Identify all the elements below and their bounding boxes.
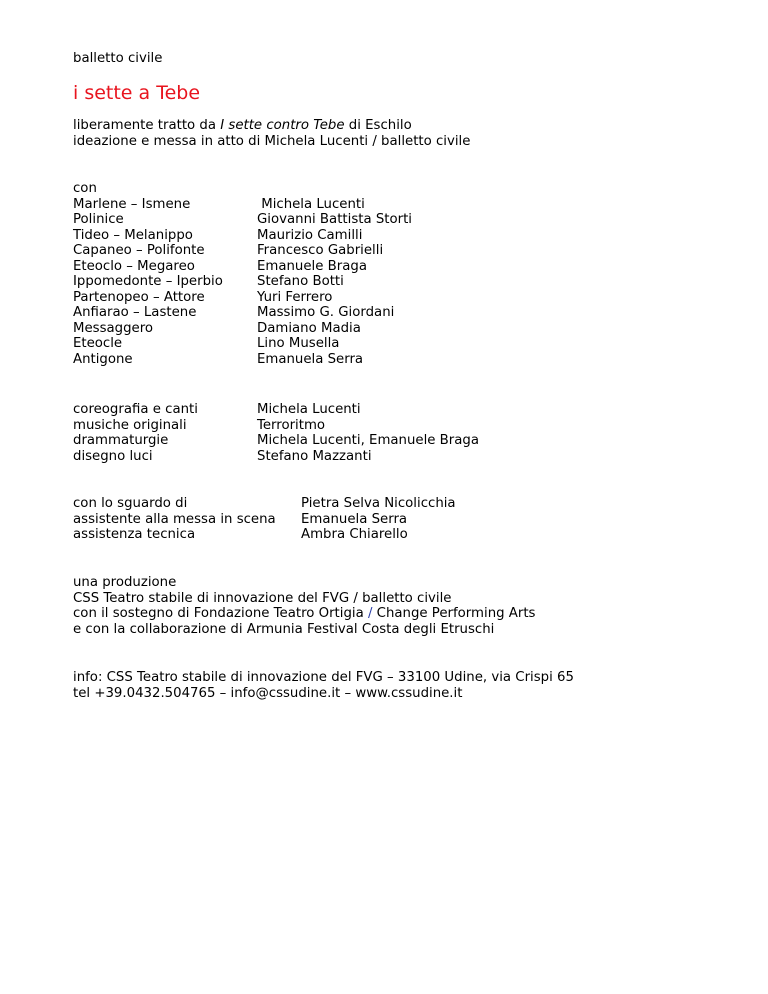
source-work-title: I sette contro Tebe (220, 118, 345, 133)
cast-row (73, 274, 673, 290)
cast-actor: Michela Lucenti (257, 196, 365, 212)
crew-role: disegno luci (73, 448, 153, 464)
production-support (73, 606, 536, 622)
info-block (73, 670, 574, 701)
crew-row (73, 402, 673, 418)
cast-role: Messaggero (73, 320, 154, 336)
assistant-name: Emanuela Serra (301, 511, 408, 527)
cast-actor: Emanuele Braga (257, 258, 367, 274)
crew-role: coreografia e canti (73, 402, 198, 417)
source-suffix: di Eschilo (344, 118, 412, 133)
cast-role: Ippomedonte – Iperbio (73, 274, 223, 289)
production-producer: CSS Teatro stabile di innovazione del FVG / balletto civile (73, 590, 452, 606)
cast-actor: Stefano Botti (257, 274, 344, 289)
crew-row (73, 433, 673, 449)
subtitle-block (73, 118, 470, 149)
assistant-row (73, 527, 673, 543)
source-prefix: liberamente tratto da (73, 118, 221, 133)
support-slash: / (367, 606, 373, 621)
assistant-role: assistenza tecnica (73, 527, 196, 542)
crew-name: Terroritmo (257, 417, 326, 433)
cast-role: Anfiarao – Lastene (73, 305, 197, 320)
crew-name: Michela Lucenti, Emanuele Braga (257, 433, 480, 448)
cast-actor: Massimo G. Giordani (257, 305, 395, 320)
cast-row (73, 243, 673, 259)
cast-actor: Francesco Gabrielli (257, 243, 384, 258)
cast-row (73, 352, 673, 368)
cast-role: Eteoclo – Megareo (73, 258, 195, 274)
support-text-b: Change Performing Arts (372, 606, 536, 621)
cast-actor: Maurizio Camilli (257, 227, 363, 243)
production-block (73, 575, 536, 637)
cast-row (73, 305, 673, 321)
production-collaboration: e con la collaborazione di Armunia Festival Costa degli Etruschi (73, 621, 495, 637)
cast-role: Antigone (73, 351, 133, 367)
cast-row (73, 212, 673, 228)
cast-actor: Emanuela Serra (257, 351, 364, 367)
cast-row (73, 321, 673, 337)
crew-name: Stefano Mazzanti (257, 448, 372, 464)
cast-row (73, 290, 673, 306)
assistant-row (73, 512, 673, 528)
show-title: i sette a Tebe (73, 82, 201, 104)
cast-role: Polinice (73, 212, 124, 227)
assistant-name: Pietra Selva Nicolicchia (301, 496, 456, 511)
cast-role: Marlene – Ismene (73, 196, 191, 212)
source-line (73, 118, 470, 134)
crew-role: drammaturgie (73, 433, 169, 448)
assistant-row (73, 496, 673, 512)
cast-row (73, 197, 673, 213)
info-address: info: CSS Teatro stabile di innovazione del FVG – 33100 Udine, via Crispi 65 (73, 670, 574, 685)
cast-heading: con (73, 181, 97, 196)
assistant-role: con lo sguardo di (73, 496, 188, 511)
cast-actor: Giovanni Battista Storti (257, 212, 412, 227)
cast-actor: Yuri Ferrero (257, 289, 333, 305)
cast-actor: Lino Musella (257, 336, 340, 351)
cast-role: Tideo – Melanippo (73, 227, 193, 243)
support-text-a: con il sostegno di Fondazione Teatro Ortigia (73, 606, 368, 621)
crew-list (73, 402, 673, 464)
cast-list (73, 181, 673, 367)
crew-row (73, 449, 673, 465)
cast-row (73, 336, 673, 352)
assistant-name: Ambra Chiarello (301, 527, 408, 542)
cast-row (73, 259, 673, 275)
cast-row (73, 228, 673, 244)
conception-line: ideazione e messa in atto di Michela Lucenti / balletto civile (73, 133, 471, 149)
cast-role: Eteocle (73, 336, 123, 351)
info-contacts: tel +39.0432.504765 – info@cssudine.it – www.cssudine.it (73, 685, 463, 701)
crew-role: musiche originali (73, 417, 187, 433)
cast-role: Capaneo – Polifonte (73, 243, 205, 258)
production-heading: una produzione (73, 575, 177, 590)
cast-role: Partenopeo – Attore (73, 289, 205, 305)
cast-actor: Damiano Madia (257, 320, 361, 336)
assistant-role: assistente alla messa in scena (73, 511, 276, 527)
company-name: balletto civile (73, 51, 163, 66)
crew-row (73, 418, 673, 434)
assistant-list (73, 496, 673, 543)
crew-name: Michela Lucenti (257, 402, 361, 417)
